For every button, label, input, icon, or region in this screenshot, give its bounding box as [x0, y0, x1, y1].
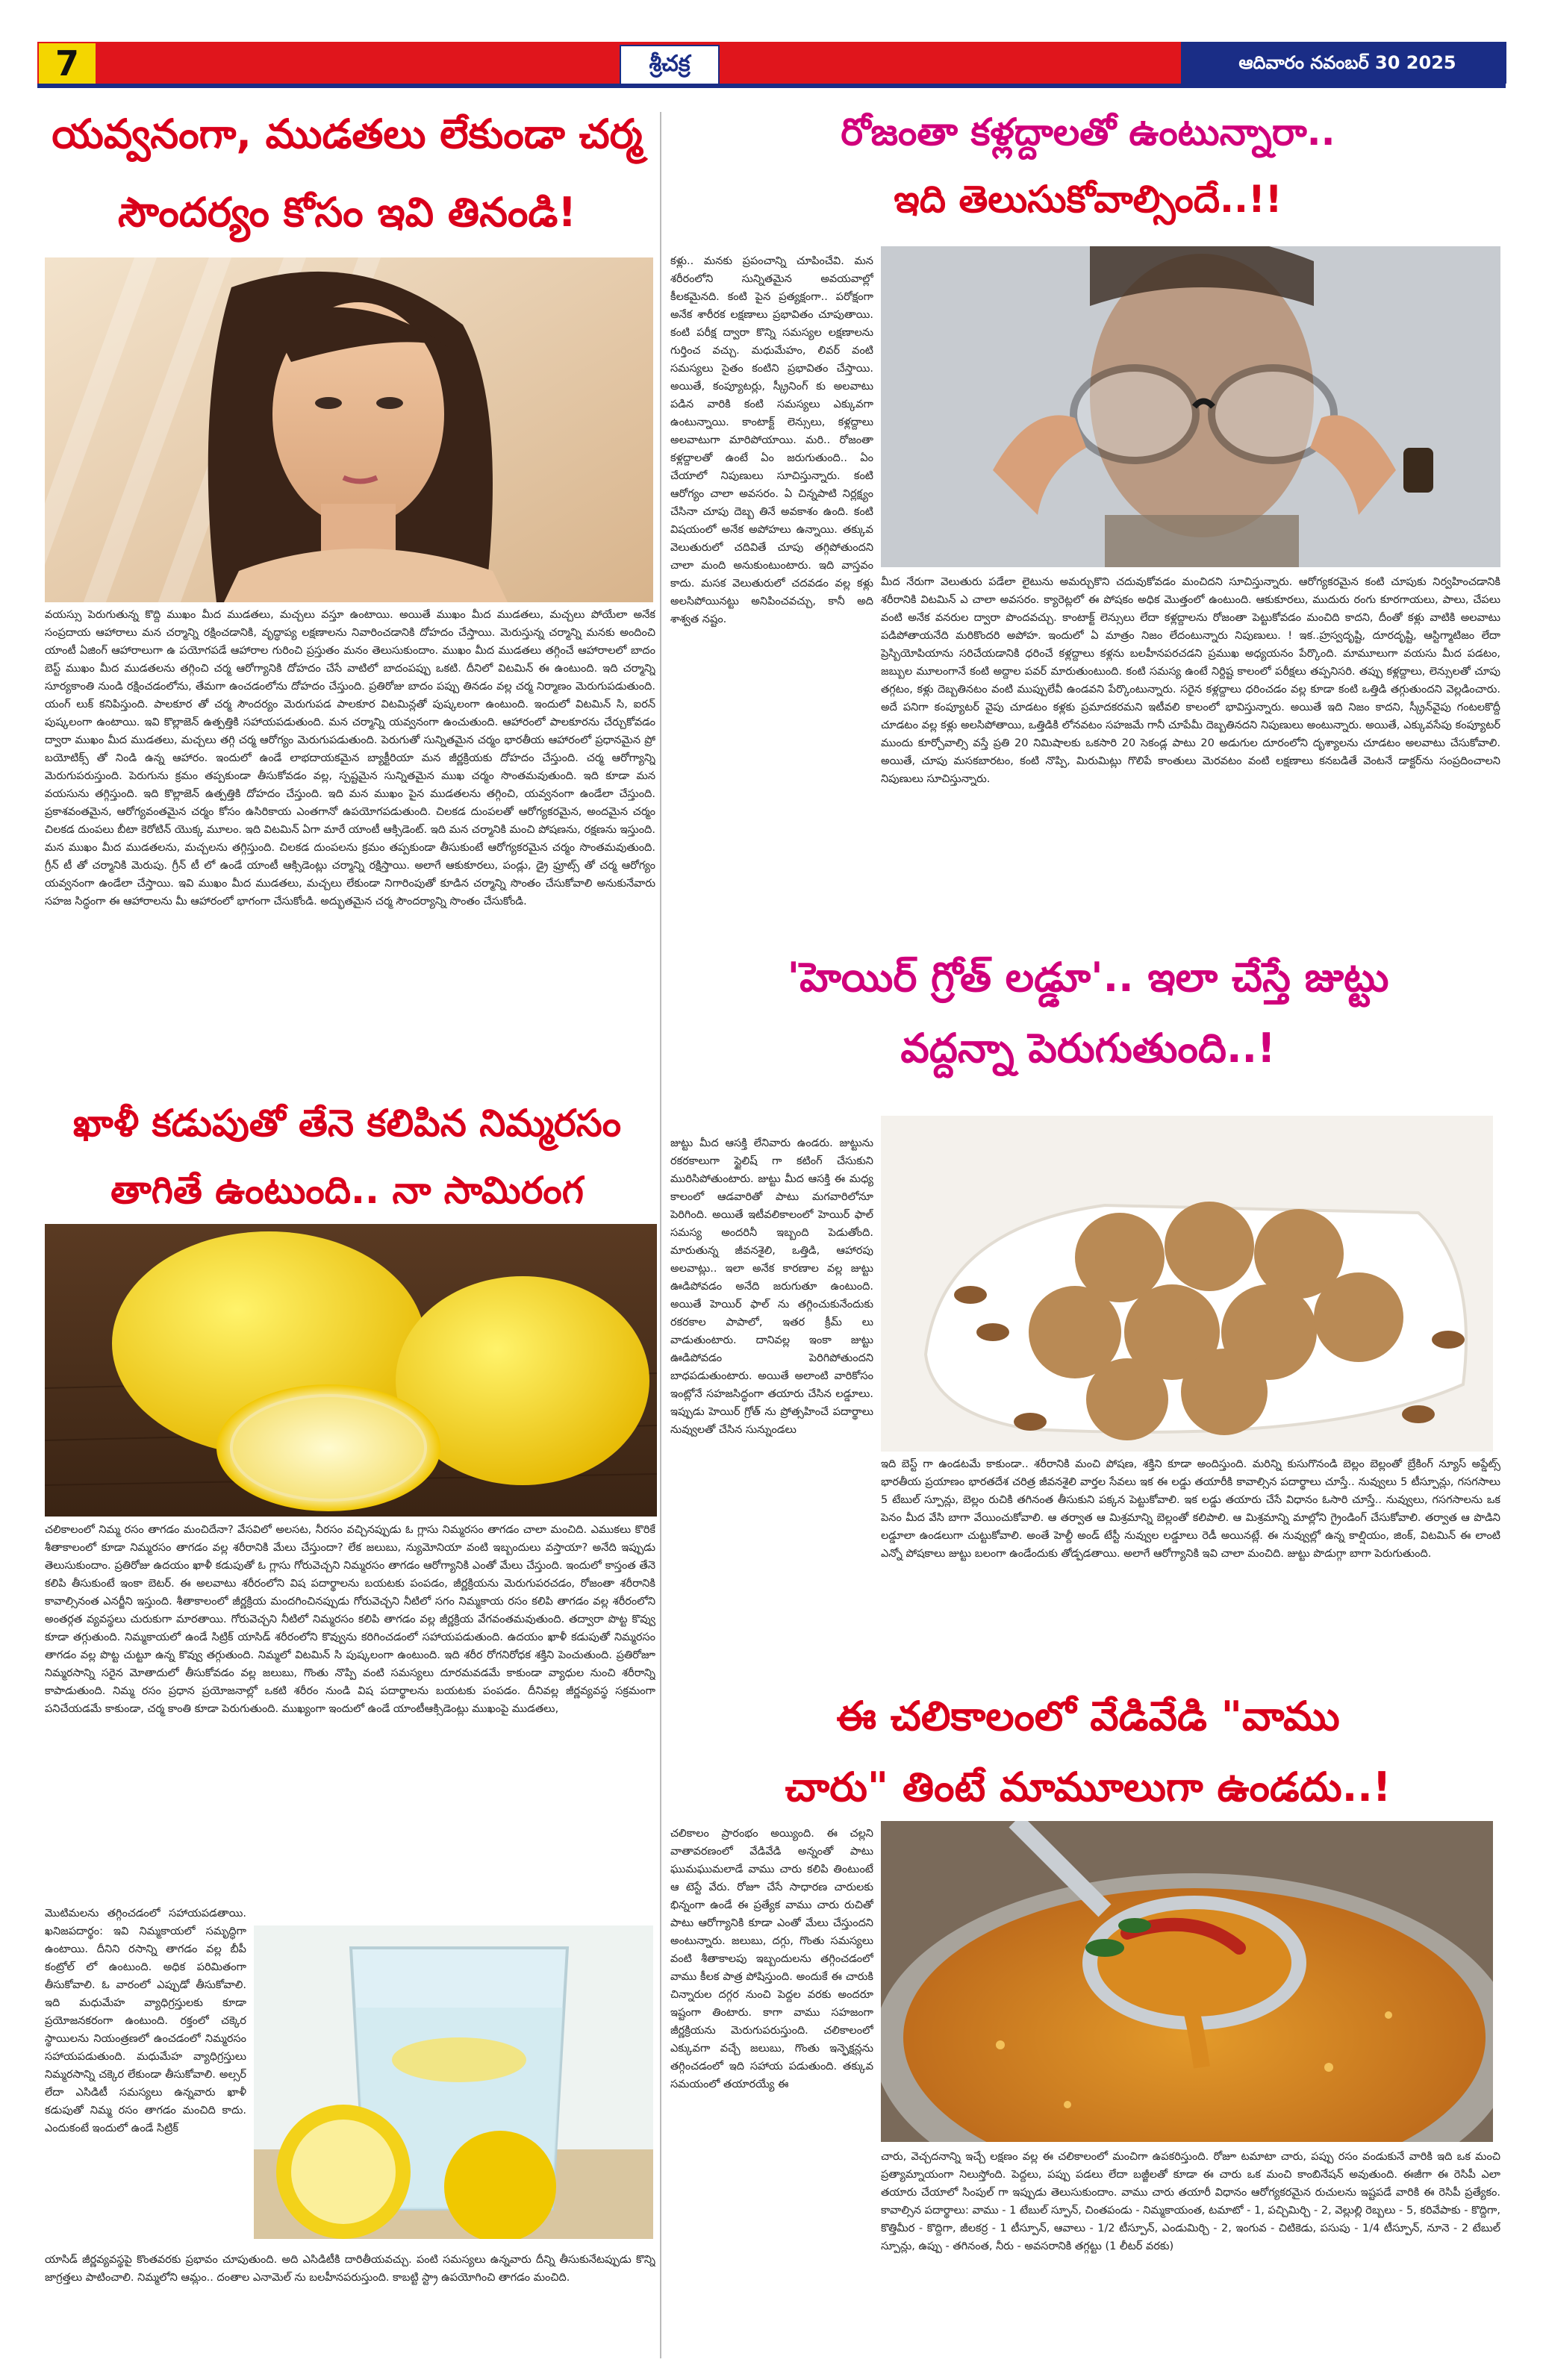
lemon-body-narrow: మొటిమలను తగ్గించడంలో సహాయపడతాయి. ఖనిజపదార్థం: ఇవి నిమ్మకాయలో సమృద్ధిగా ఉంటాయి. దీనిని రసాన్ని తాగడం వల్ల బీపీ కంట్రోల్ లో ఉంటుంది. అధిక పరిమితంగా తీసుకోవాలి. ఓ వారంలో ఎప్పుడో తీసుకోవాలి. ఇది మధుమేహ వ్యాధిగ్రస్తులకు కూడా ప్రయోజనకరంగా ఉంటుంది. రక్తంలో చక్కెర స్థాయిలను నియంత్రణలో ఉంచడంలో నిమ్మరసం సహాయపడుతుంది. మధుమేహ వ్యాధిగ్రస్తులు నిమ్మరసాన్ని చక్కెర లేకుండా తీసుకోవాలి. అల్సర్ లేదా ఎసిడిటీ సమస్యలు ఉన్నవారు ఖాళీ కడుపుతో నిమ్మ రసం తాగడం మంచిది కాదు. ఎందుకంటే ఇందులో ఉండే సిట్రిక్	[45, 1908, 246, 2134]
laddu-headline-line1: 'హెయిర్ గ్రోత్ లడ్డూ'.. ఇలా చేస్తే జుట్టు	[787, 954, 1389, 1001]
glasses-body-wide: మీద నేరుగా వెలుతురు పడేలా లైటును అమర్చుకొని చదువుకోవడం మంచిదని సూచిస్తున్నారు. ఆరోగ్యకరమైన కంటి చూపుకు నిర్వహించడానికి శరీరానికి విటమిన్ ఎ చాలా అవసరం. క్యారెట్లలో ఈ పోషకం అధిక మొత్తంలో ఉంటుంది. ఆకుకూరలు, ముదురు రంగు కూరగాయలు, పాలు, చేపలు వంటి అనేక వనరుల ద్వారా పొందవచ్చు. కాంటాక్ట్ లెన్సులు లేదా కళ్లద్దాలను రోజంతా పెట్టుకోవడం మంచిది కాదని, దీంతో కళ్లు వాటికి అలవాటు పడిపోతాయనేది మరికొందరి అపోహ. ఇందులో ఏ మాత్రం నిజం లేదంటున్నారు నిపుణులు. ! ఇక..హ్రస్వదృష్టి, దూరదృష్టి, ఆస్టిగ్మాటిజం లేదా ప్రెస్బియోపియాను సరిచేయడానికి ధరించే కళ్లద్దాలు కళ్లను బలహీనపరచడని ప్రముఖ అధ్యయనం పేర్కొంది. మామూలుగా వయసు మీద పడటం, జబ్బుల మూలంగానే కంటి అద్దాల పవర్ మారుతుంటుంది. కంటి సమస్య ఉంటే నిర్దిష్ట కాలంలో పరీక్షలు తప్పనిసరి. తప్పు కళ్లద్దాలు, లెన్సులతో చూపు తగ్గటం, కళ్లు దెబ్బతినటం వంటి ముప్పులేవీ ఉండవని పేర్కొంటున్నారు. సరైన కళ్లద్దాలు ధరించడం వల్ల కూడా కంటి ఒత్తిడి తగ్గుతుందని వెల్లడించారు. అదే పనిగా కంప్యూటర్ వైపు చూడటం కళ్లకు ప్రమాదకరమని ఇటీవలి కాలంలో భావిస్తున్నారు. అయితే ఇది నిజం కాదని, స్క్రీన్‌వైపు గంటలకొద్దీ చూడటం వల్ల కళ్లు అలసిపోతాయి, ఒత్తిడికి లోనవటం సహజమే గానీ చూపేమీ దెబ్బతినదని నిపుణులు అంటున్నారు. అయితే, ఎక్కువసేపు కంప్యూటర్ ముందు కూర్చోవాల్సి వస్తే ప్రతి 20 నిమిషాలకు ఒకసారి 20 సెకండ్ల పాటు 20 అడుగుల దూరంలోని దృశ్యాలను చూడటం అలవాటు చేసుకోవాలి. అయితే, చూపు మసకబారటం, కంటి నొప్పి, మిరుమిట్లు గొలిపే కాంతులు మెరవటం వంటి లక్షణాలు కనబడితే వెంటనే డాక్టర్‌ను సంప్రదించాలని నిపుణులు సూచిస్తున్నారు.	[881, 576, 1500, 785]
rasam-headline-line1: ఈ చలికాలంలో వేడివేడి "వాము	[836, 1693, 1340, 1740]
lemons-photo	[45, 1224, 657, 1517]
woman-portrait-image	[45, 257, 653, 602]
skin-headline-line2: సౌందర్యం కోసం ఇవి తినండి!	[118, 189, 576, 236]
glasses-photo	[881, 246, 1500, 567]
laddu-headline-line2: వద్దన్నా పెరుగుతుంది..!	[900, 1025, 1276, 1072]
column-divider	[660, 112, 661, 2358]
glasses-headline-line2: ఇది తెలుసుకోవాల్సిందే..!!	[894, 178, 1282, 221]
lemons-image	[45, 1224, 657, 1517]
vamu-charu-image	[881, 1821, 1493, 2142]
laddu-photo	[881, 1116, 1493, 1452]
laddu-body-wide: ఇది బెస్ట్ గా ఉండటమే కాకుండా.. శరీరానికి మంచి పోషణ, శక్తిని కూడా అందిస్తుంది. మరిన్ని కుసుగొనండి బెల్లం బెల్లంతో బ్రేకింగ్ న్యూస్ అప్డేట్స్ భారతీయ ప్రయాణం భారతదేశ చరిత్ర జీవనశైలి వార్తల సేవలు ఇక ఈ లడ్డు తయారీకి కావాల్సిన పదార్థాలు చూస్తే.. నువ్వులు 5 టీస్పూన్లు, గసగసాలు 5 టేబుల్ స్పూన్లు, బెల్లం రుచికి తగినంత తీసుకుని పక్కన పెట్టుకోవాలి. ఇక లడ్డు తయారు చేసే విధానం ఓసారి చూస్తే.. నువ్వులు, గసగసాలను ఒక పెనం మీద వేసి బాగా వేయించుకోవాలి. ఆ తర్వాత ఆ మిశ్రమాన్ని బెల్లంతో కలిపాలి. ఆ మిశ్రమాన్ని మాల్లోని గ్రైండింగ్ చేసుకోవాలి. తర్వాత ఆ పొడిని లడ్డూలా ఉండలుగా చుట్టుకోవాలి. అంతే హెల్దీ అండ్ టేస్టీ నువ్వుల లడ్డూలు రెడీ అయినట్లే. ఈ నువ్వుల్లో ఉన్న కాల్షియం, జింక్, విటమిన్ ఈ లాంటి ఎన్నో పోషకాలు జుట్టు బలంగా ఉండేందుకు తోడ్పడతాయి. అలాగే ఆరోగ్యానికి ఇవి చాలా మంచిది. జుట్టు పొడుగ్గా బాగా పెరుగుతుంది.	[881, 1458, 1500, 1560]
lemon-water-glass-image	[254, 1925, 653, 2239]
rasam-photo	[881, 1821, 1493, 2142]
sesame-laddu-image	[881, 1116, 1493, 1452]
lemon-headline-line2: తాగితే ఉంటుంది.. నా సామిరంగ	[110, 1169, 584, 1212]
lemon-body-wide: చలికాలంలో నిమ్మ రసం తాగడం మంచిదేనా? వేసవిలో అలసట, నీరసం వచ్చినప్పుడు ఓ గ్లాసు నిమ్మరసం తాగడం చాలా మంచిది. ఎముకలు కొరికే శీతాకాలంలో కూడా నిమ్మరసం తాగడం వల్ల శరీరానికి మేలు చేస్తుందా? లేక జలుబు, న్యుమోనియా వంటి ఇబ్బందులు వస్తాయా? అనేది ఇప్పుడు తెలుసుకుందాం. ప్రతిరోజు ఉదయం ఖాళీ కడుపుతో ఓ గ్లాసు గోరువెచ్చని నిమ్మరసం తాగడం ఆరోగ్యానికి ఎంతో మేలు చేస్తుంది. ఇందులో కాస్తంత తేనె కలిపి తీసుకుంటే ఇంకా బెటర్. ఈ అలవాటు శరీరంలోని విష పదార్థాలను బయటకు పంపడం, జీర్ణక్రియను మెరుగుపరచడం, రోజంతా శరీరానికి కావాల్సినంత ఎనర్జీని ఇస్తుంది. శీతాకాలంలో జీర్ణక్రియ మందగించినప్పుడు గోరువెచ్చని నీటిలో సగం నిమ్మకాయ రసం కలిపి తాగడం వల్ల శరీరంలోని అంతర్గత వ్యవస్థలు చురుకుగా మారతాయి. గోరువెచ్చని నీటిలో నిమ్మరసం కలిపి తాగడం వల్ల జీర్ణక్రియ వేగవంతమవుతుంది. తద్వారా పొట్ట కొవ్వు కూడా తగ్గుతుంది. నిమ్మకాయలో ఉండే సిట్రిక్ యాసిడ్ శరీరంలోని కొవ్వును కరిగించడంలో సహాయపడుతుంది. ఉదయం ఖాళీ కడుపుతో నిమ్మరసం తాగడం వల్ల పొట్ట చుట్టూ ఉన్న కొవ్వు తగ్గుతుంది. నిమ్మలో విటమిన్ సి పుష్కలంగా ఉంటుంది. ఇది శరీర రోగనిరోధక శక్తిని పెంచుతుంది. ప్రతిరోజూ నిమ్మరసాన్ని సరైన మోతాదులో తీసుకోవడం వల్ల జలుబు, గొంతు నొప్పి వంటి సమస్యలు దూరమవడమే కాకుండా వ్యాధుల నుంచి శరీరాన్ని కాపాడుతుంది. నిమ్మ రసం ప్రధాన ప్రయోజనాల్లో ఒకటి శరీరం నుండి విష పదార్థాలను బయటకు పంపడం. దీనివల్ల జీర్ణవ్యవస్థ సక్రమంగా పనిచేయడమే కాకుండా, చర్మ కాంతి కూడా పెరుగుతుంది. ముఖ్యంగా ఇందులో ఉండే యాంటీఆక్సిడెంట్లు ముఖంపై ముడతలు,	[45, 1524, 655, 1715]
rasam-body-left: చలికాలం ప్రారంభం అయ్యింది. ఈ చల్లని వాతావరణంలో వేడివేడి అన్నంతో పాటు ఘుమఘుమలాడే వాము చారు కలిపి తింటుంటే ఆ టెస్టే వేరు. రోజూ చేసే సాధారణ చారులకు భిన్నంగా ఉండే ఈ ప్రత్యేక వాము చారు రుచితో పాటు ఆరోగ్యానికి కూడా ఎంతో మేలు చేస్తుందని అంటున్నారు. జలుబు, దగ్గు, గొంతు సమస్యలు వంటి శీతాకాలపు ఇబ్బందులను తగ్గించడంలో వాము కీలక పాత్ర పోషిస్తుంది. అందుకే ఈ చారుకి చిన్నారుల దగ్గర నుంచి పెద్దల వరకు అందరూ ఇష్టంగా తింటారు. కాగా వాము సహజంగా జీర్ణక్రియను మెరుగుపరుస్తుంది. చలికాలంలో ఎక్కువగా వచ్చే జలుబు, గొంతు ఇన్ఫెక్షన్లను తగ్గించడంలో ఇది సహాయ పడుతుంది. తక్కువ సమయంలో తయారయ్యే ఈ	[670, 1828, 873, 2090]
lemon-body-tail: యాసిడ్ జీర్ణవ్యవస్థపై కొంతవరకు ప్రభావం చూపుతుంది. అది ఎసిడిటీకి దారితీయవచ్చు. పంటి సమస్యలు ఉన్నవారు దీన్ని తీసుకునేటప్పుడు కొన్ని జాగ్రత్తలు పాటించాలి. నిమ్మలోని ఆమ్లం.. దంతాల ఎనామెల్ ను బలహీనపరుస్తుంది. కాబట్టి స్ట్రా ఉపయోగించి తాగడం మంచిది.	[45, 2254, 655, 2284]
laddu-body-left: జుట్టు మీద ఆసక్తి లేనివారు ఉండరు. జుట్టును రకరకాలుగా స్టైలిష్ గా కటింగ్ చేసుకుని మురిసిపోతుంటారు. జుట్టు మీద ఆసక్తి ఈ మధ్య కాలంలో ఆడవారితో పాటు మగవారిలోనూ పెరిగింది. అయితే ఇటీవలికాలంలో హెయిర్ ఫాల్ సమస్య అందరినీ ఇబ్బంది పెడుతోంది. మారుతున్న జీవనశైలి, ఒత్తిడి, ఆహారపు అలవాట్లు.. ఇలా అనేక కారణాల వల్ల జుట్టు ఊడిపోవడం అనేది జరుగుతూ ఉంటుంది. అయితే హెయిర్ ఫాల్ ను తగ్గించుకునేందుకు రకరకాల పాపాలో, ఇతర క్రీమ్ లు వాడుతుంటారు. దానివల్ల ఇంకా జుట్టు ఊడిపోవడం పెరిగిపోతుందని బాధపడుతుంటారు. అయితే అలాంటి వారికోసం ఇంట్లోనే సహజసిద్ధంగా తయారు చేసిన లడ్డూలు. ఇప్పుడు హెయిర్ గ్రోత్ ను ప్రోత్సహించే పదార్థాలు నువ్వులతో చేసిన సున్నుండలు	[670, 1137, 873, 1436]
skin-photo	[45, 257, 653, 602]
skin-body-text: వయస్సు పెరుగుతున్న కొద్ది ముఖం మీద ముడతలు, మచ్చలు వస్తూ ఉంటాయి. అయితే ముఖం మీద ముడతలు, మచ్చలు పోయేలా అనేక సంప్రదాయ ఆహారాలు మన చర్మాన్ని రక్షించడానికి, వృద్ధాప్య లక్షణాలను నివారించడానికి దోహదం చేస్తాయి. మెరుస్తున్న చర్మాన్ని మనకు అందించి యాంటీ ఏజింగ్ ఆహారాలుగా ఉ పయోగపడే ఆహారాల గురించి ప్రస్తుతం మనం తెలుసుకుందాం. ముఖం మీద ముడతలు తగ్గించే ఆహారాలలో బాదం బెస్ట్ ముఖం మీద ముడతలను తగ్గించి చర్మ ఆరోగ్యానికి దోహదం చేసే వాటిలో బాదంపప్పు ఒకటి. దీనిలో విటమిన్ ఈ ఉంటుంది. ఇది చర్మాన్ని సూర్యకాంతి నుండి రక్షించడంలోను, తేమగా ఉంచడంలోను దోహదం చేస్తుంది. ప్రతిరోజు బాదం పప్పు తినడం వల్ల చర్మ నిర్మాణం మెరుగుపడుతుంది. యంగ్ లుక్ కనిపిస్తుంది. పాలకూర తో చర్మ సౌందర్యం మెరుగుపడ పాలకూర విటమిన్లతో పుష్కలంగా ఉంటుంది. ఇందులో విటమిన్ సి, ఐరన్ పుష్కలంగా ఉంటాయి. ఇవి కొల్లాజెన్ ఉత్పత్తికి సహాయపడుతుంది. మన చర్మాన్ని యవ్వనంగా ఉంచుతుంది. ఆహారంలో పాలకూరను చేర్చుకోవడం ద్వారా ముఖం మీద ముడతలు, మచ్చలు తగ్గి చర్మ ఆరోగ్యం మెరుగుపడుతుంది. పెరుగుతో సున్నితమైన చర్మం భారతీయ ఆహారంలో ప్రధానమైన ప్రో బయోటిక్స్ తో నిండి ఉన్న ఆహారం. ఇందులో ఉండే లాభదాయకమైన బ్యాక్టీరియా మన జీర్ణక్రియకు దోహదం చేస్తుంది. చర్మ ఆరోగ్యాన్ని మెరుగుపరుస్తుంది. పెరుగును క్రమం తప్పకుండా తీసుకోవడం వల్ల, స్పష్టమైన సున్నితమైన ముఖ చర్మం సొంతమవుతుంది. ఇది కూడా మన వయసును తగ్గిస్తుంది. ఇది కొల్లాజెన్ ఉత్పత్తికి దోహదం చేస్తుంది. ఇది మన ముఖం పైన ముడతలను తగ్గించి, యవ్వనంగా ఉండేలా చేస్తుంది. ప్రకాశవంతమైన, ఆరోగ్యవంతమైన చర్మం కోసం ఉసిరికాయ ఎంతగానో ఉపయోగపడుతుంది. చిలకడ దుంపలతో ఆరోగ్యకరమైన, అందమైన చర్మం చిలకడ దుంపలు బీటా కెరోటిన్ యొక్క మూలం. ఇది విటమిన్ ఏగా మారే యాంటీ ఆక్సిడెంట్. ఇది మన చర్మానికి మంచి పోషణను, రక్షణను ఇస్తుంది. మన ముఖం మీద ముడతలను, మచ్చలను తగ్గిస్తుంది. చిలకడ దుంపలను క్రమం తప్పకుండా తీసుకుంటే ఆరోగ్యకరమైన చర్మం సొంతమవుతుంది. గ్రీన్ టీ తో చర్మానికి మెరుపు. గ్రీన్ టీ లో ఉండే యాంటీ ఆక్సిడెంట్లు చర్మాన్ని రక్షిస్తాయి. అలాగే ఆకుకూరలు, పండ్లు, డ్రై ఫ్రూట్స్ తో చర్మ ఆరోగ్యం యవ్వనంగా ఉండేలా చేస్తాయి. ఇవి ముఖం మీద ముడతలు, మచ్చలు లేకుండా నిగారింపుతో కూడిన చర్మాన్ని సొంతం చేసుకోవాలి అనుకునేవారు సహజ సిద్ధంగా ఈ ఆహారాలను మీ ఆహారంలో భాగంగా చేసుకోండి. అద్భుతమైన చర్మ సౌందర్యాన్ని సొంతం చేసుకోండి.	[45, 609, 655, 908]
rasam-headline-line2: చారు" తింటే మామూలుగా ఉండదు..!	[785, 1764, 1391, 1811]
issue-date: ఆదివారం నవంబర్ 30 2025	[1238, 52, 1456, 73]
lemon-headline-line1: ఖాళీ కడుపుతో తేనె కలిపిన నిమ్మరసం	[72, 1102, 622, 1145]
man-holding-glasses-image	[881, 246, 1500, 567]
masthead-strip	[37, 84, 1506, 88]
lemon-water-photo	[254, 1925, 653, 2239]
newspaper-logo: శ్రీచక్ర	[620, 45, 720, 85]
page-number: 7	[39, 43, 96, 84]
glasses-body-left: కళ్లు.. మనకు ప్రపంచాన్ని చూపించేవి. మన శరీరంలోని సున్నితమైన అవయవాల్లో కీలకమైనది. కంటి పైన ప్రత్యక్షంగా.. పరోక్షంగా అనేక శారీరక లక్షణాలు ప్రభావితం చూపుతాయి. కంటి పరీక్ష ద్వారా కొన్ని సమస్యల లక్షణాలను గుర్తించ వచ్చు. మధుమేహం, లివర్ వంటి సమస్యలు సైతం కంటిని ప్రభావితం చేస్తాయి. అయితే, కంప్యూటర్లు, స్క్రీనింగ్ కు అలవాటు పడిన వారికి కంటి సమస్యలు ఎక్కువగా ఉంటున్నాయి. కాంటాక్ట్ లెన్సులు, కళ్లద్దాలు అలవాటుగా మారిపోయాయి. మరి.. రోజంతా కళ్లద్దాలతో ఉంటే ఏం జరుగుతుంది.. ఏం చేయాలో నిపుణులు సూచిస్తున్నారు. కంటి ఆరోగ్యం చాలా అవసరం. ఏ చిన్నపాటి నిర్లక్ష్యం చేసినా చూపు దెబ్బ తినే అవకాశం ఉంది. కంటి విషయంలో అనేక అపోహలు ఉన్నాయి. తక్కువ వెలుతురులో చదివితే చూపు తగ్గిపోతుందని చాలా మంది అనుకుంటుంటారు. ఇది వాస్తవం కాదు. మసక వెలుతురులో చదవడం వల్ల కళ్లు అలసిపోయినట్టు అనిపించవచ్చు, కానీ అది శాశ్వత నష్టం.	[670, 255, 873, 625]
glasses-headline-line1: రోజంతా కళ్లద్దాలతో ఉంటున్నారా..	[841, 110, 1335, 154]
skin-headline-line1: యవ్వనంగా, ముడతలు లేకుండా చర్మ	[52, 110, 643, 157]
rasam-body-wide: చారు, వెచ్చదనాన్ని ఇచ్చే లక్షణం వల్ల ఈ చలికాలంలో మంచిగా ఉపకరిస్తుంది. రోజూ టమాటా చారు, పప్పు రసం వండుకునే వారికి ఇది ఒక మంచి ప్రత్యామ్నాయంగా నిలుస్తోంది. పెద్దలు, పప్పు పడలు లేదా బజ్జీలతో కూడా ఈ చారు ఒక మంచి కాంబినేషన్ అవుతుంది. ఈజీగా ఈ రెసిపీ ఎలా తయారు చేయాలో సింపుల్ గా ఇప్పుడు తెలుసుకుందాం. వాము చారు తయారీ విధానం ఆరోగ్యకరమైన రుచులను ఇష్టపడే వారికి ఈ రెసిపీ ప్రత్యేకం. కావాల్సిన పదార్థాలు: వాము - 1 టేబుల్ స్పూన్, చింతపండు - నిమ్మకాయంత, టమాటో - 1, పచ్చిమిర్చి - 2, వెల్లుల్లి రెబ్బలు - 5, కరివేపాకు - కొద్దిగా, కొత్తిమీర - కొద్దిగా, జీలకర్ర - 1 టీస్పూన్, ఆవాలు - 1/2 టీస్పూన్, ఎండుమిర్చి - 2, ఇంగువ - చిటికెడు, పసుపు - 1/4 టీస్పూన్, నూనె - 2 టేబుల్ స్పూన్లు, ఉప్పు - తగినంత, నీరు - అవసరానికి తగ్గట్టు (1 లీటర్ వరకు)	[881, 2151, 1500, 2252]
